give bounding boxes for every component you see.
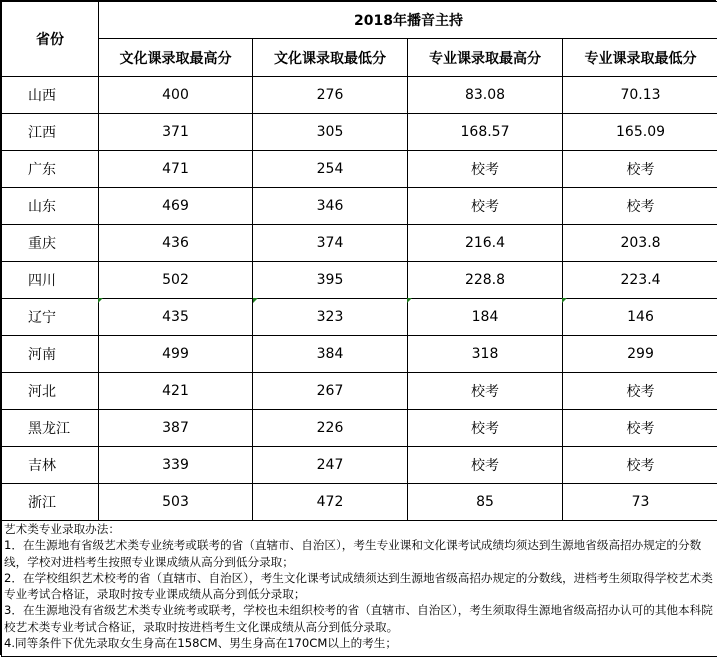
group-header[interactable]: 2018年播音主持 bbox=[99, 2, 717, 39]
professional-min-cell[interactable]: 70.13 bbox=[563, 77, 717, 114]
culture-max-cell[interactable]: 502 bbox=[99, 262, 253, 299]
culture-max-cell[interactable]: 339 bbox=[99, 447, 253, 484]
professional-max-cell[interactable]: 校考 bbox=[408, 373, 563, 410]
professional-min-cell[interactable]: 校考 bbox=[563, 447, 717, 484]
culture-min-cell[interactable]: 226 bbox=[253, 410, 408, 447]
professional-max-cell[interactable]: 校考 bbox=[408, 447, 563, 484]
culture-min-cell[interactable]: 247 bbox=[253, 447, 408, 484]
culture-max-cell[interactable]: 387 bbox=[99, 410, 253, 447]
culture-max-cell[interactable]: 421 bbox=[99, 373, 253, 410]
culture-min-cell[interactable]: 384 bbox=[253, 336, 408, 373]
table-row bbox=[2, 373, 717, 410]
cell-comment-marker bbox=[253, 298, 258, 303]
professional-max-cell[interactable]: 318 bbox=[408, 336, 563, 373]
culture-min-cell[interactable]: 305 bbox=[253, 114, 408, 151]
culture-max-cell[interactable]: 371 bbox=[99, 114, 253, 151]
province-cell[interactable]: 辽宁 bbox=[2, 299, 99, 336]
culture-max-cell[interactable]: 503 bbox=[99, 484, 253, 521]
professional-max-cell[interactable]: 216.4 bbox=[408, 225, 563, 262]
culture-min-cell[interactable]: 374 bbox=[253, 225, 408, 262]
table-row bbox=[2, 188, 717, 225]
professional-max-cell[interactable]: 校考 bbox=[408, 188, 563, 225]
culture-min-cell[interactable]: 346 bbox=[253, 188, 408, 225]
table-row bbox=[2, 447, 717, 484]
header-row-1 bbox=[2, 2, 717, 39]
admission-rules-note[interactable] bbox=[1, 519, 717, 657]
province-cell[interactable]: 四川 bbox=[2, 262, 99, 299]
culture-min-cell[interactable]: 395 bbox=[253, 262, 408, 299]
culture-max-cell[interactable]: 400 bbox=[99, 77, 253, 114]
professional-min-cell[interactable]: 73 bbox=[563, 484, 717, 521]
header-row-2 bbox=[2, 39, 717, 77]
admission-scores-table bbox=[1, 1, 717, 521]
notes-item: 3．在生源地没有省级艺术类专业统考或联考，学校也未组织校考的省（直辖市、自治区），考生须取得生源地省级高招办认可的其他本科院校艺术类专业考试合格证，录取时按进档考生文化课成绩从高分到低分录取。 bbox=[4, 602, 715, 635]
professional-min-cell[interactable]: 校考 bbox=[563, 151, 717, 188]
professional-min-cell[interactable]: 校考 bbox=[563, 373, 717, 410]
table-row bbox=[2, 336, 717, 373]
province-cell[interactable]: 河南 bbox=[2, 336, 99, 373]
table-row bbox=[2, 114, 717, 151]
table-row bbox=[2, 225, 717, 262]
professional-min-cell[interactable]: 校考 bbox=[563, 188, 717, 225]
professional-min-cell[interactable]: 146 bbox=[563, 299, 717, 336]
table-row bbox=[2, 484, 717, 521]
cell-comment-marker bbox=[407, 298, 412, 303]
column-header-professional-max[interactable]: 专业课录取最高分 bbox=[408, 39, 563, 77]
professional-min-cell[interactable]: 299 bbox=[563, 336, 717, 373]
table-row bbox=[2, 262, 717, 299]
professional-max-cell[interactable]: 168.57 bbox=[408, 114, 563, 151]
culture-min-cell[interactable]: 267 bbox=[253, 373, 408, 410]
professional-max-cell[interactable]: 85 bbox=[408, 484, 563, 521]
notes-title: 艺术类专业录取办法： bbox=[4, 521, 715, 537]
table-row bbox=[2, 151, 717, 188]
column-header-professional-min[interactable]: 专业课录取最低分 bbox=[563, 39, 717, 77]
professional-max-cell[interactable]: 228.8 bbox=[408, 262, 563, 299]
notes-item: 2．在学校组织艺术校考的省（直辖市、自治区），考生文化课考试成绩须达到生源地省级高招办规定的分数线，进档考生须取得学校艺术类专业考试合格证，录取时按专业课成绩从高分到低分录取； bbox=[4, 570, 715, 603]
culture-min-cell[interactable]: 323 bbox=[253, 299, 408, 336]
column-header-culture-min[interactable]: 文化课录取最低分 bbox=[253, 39, 408, 77]
professional-min-cell[interactable]: 校考 bbox=[563, 410, 717, 447]
province-cell[interactable]: 河北 bbox=[2, 373, 99, 410]
professional-max-cell[interactable]: 校考 bbox=[408, 410, 563, 447]
professional-max-cell[interactable]: 83.08 bbox=[408, 77, 563, 114]
professional-max-cell[interactable]: 校考 bbox=[408, 151, 563, 188]
province-cell[interactable]: 黑龙江 bbox=[2, 410, 99, 447]
professional-min-cell[interactable]: 203.8 bbox=[563, 225, 717, 262]
culture-max-cell[interactable]: 435 bbox=[99, 299, 253, 336]
cell-comment-marker bbox=[98, 298, 103, 303]
culture-max-cell[interactable]: 471 bbox=[99, 151, 253, 188]
professional-max-cell[interactable]: 184 bbox=[408, 299, 563, 336]
culture-max-cell[interactable]: 469 bbox=[99, 188, 253, 225]
cell-comment-marker bbox=[562, 298, 567, 303]
province-cell[interactable]: 重庆 bbox=[2, 225, 99, 262]
culture-min-cell[interactable]: 254 bbox=[253, 151, 408, 188]
province-header[interactable]: 省份 bbox=[2, 2, 99, 77]
culture-min-cell[interactable]: 472 bbox=[253, 484, 408, 521]
province-cell[interactable]: 江西 bbox=[2, 114, 99, 151]
notes-item: 1．在生源地有省级艺术类专业统考或联考的省（直辖市、自治区），考生专业课和文化课考试成绩均须达到生源地省级高招办规定的分数线，学校对进档考生按照专业课成绩从高分到低分录取； bbox=[4, 537, 715, 570]
province-cell[interactable]: 山东 bbox=[2, 188, 99, 225]
column-header-culture-max[interactable]: 文化课录取最高分 bbox=[99, 39, 253, 77]
culture-max-cell[interactable]: 499 bbox=[99, 336, 253, 373]
province-cell[interactable]: 广东 bbox=[2, 151, 99, 188]
professional-min-cell[interactable]: 223.4 bbox=[563, 262, 717, 299]
professional-min-cell[interactable]: 165.09 bbox=[563, 114, 717, 151]
province-cell[interactable]: 吉林 bbox=[2, 447, 99, 484]
notes-item: 4.同等条件下优先录取女生身高在158CM、男生身高在170CM以上的考生； bbox=[4, 635, 715, 651]
culture-min-cell[interactable]: 276 bbox=[253, 77, 408, 114]
table-row bbox=[2, 299, 717, 336]
province-cell[interactable]: 山西 bbox=[2, 77, 99, 114]
province-cell[interactable]: 浙江 bbox=[2, 484, 99, 521]
culture-max-cell[interactable]: 436 bbox=[99, 225, 253, 262]
table-row bbox=[2, 77, 717, 114]
table-row bbox=[2, 410, 717, 447]
